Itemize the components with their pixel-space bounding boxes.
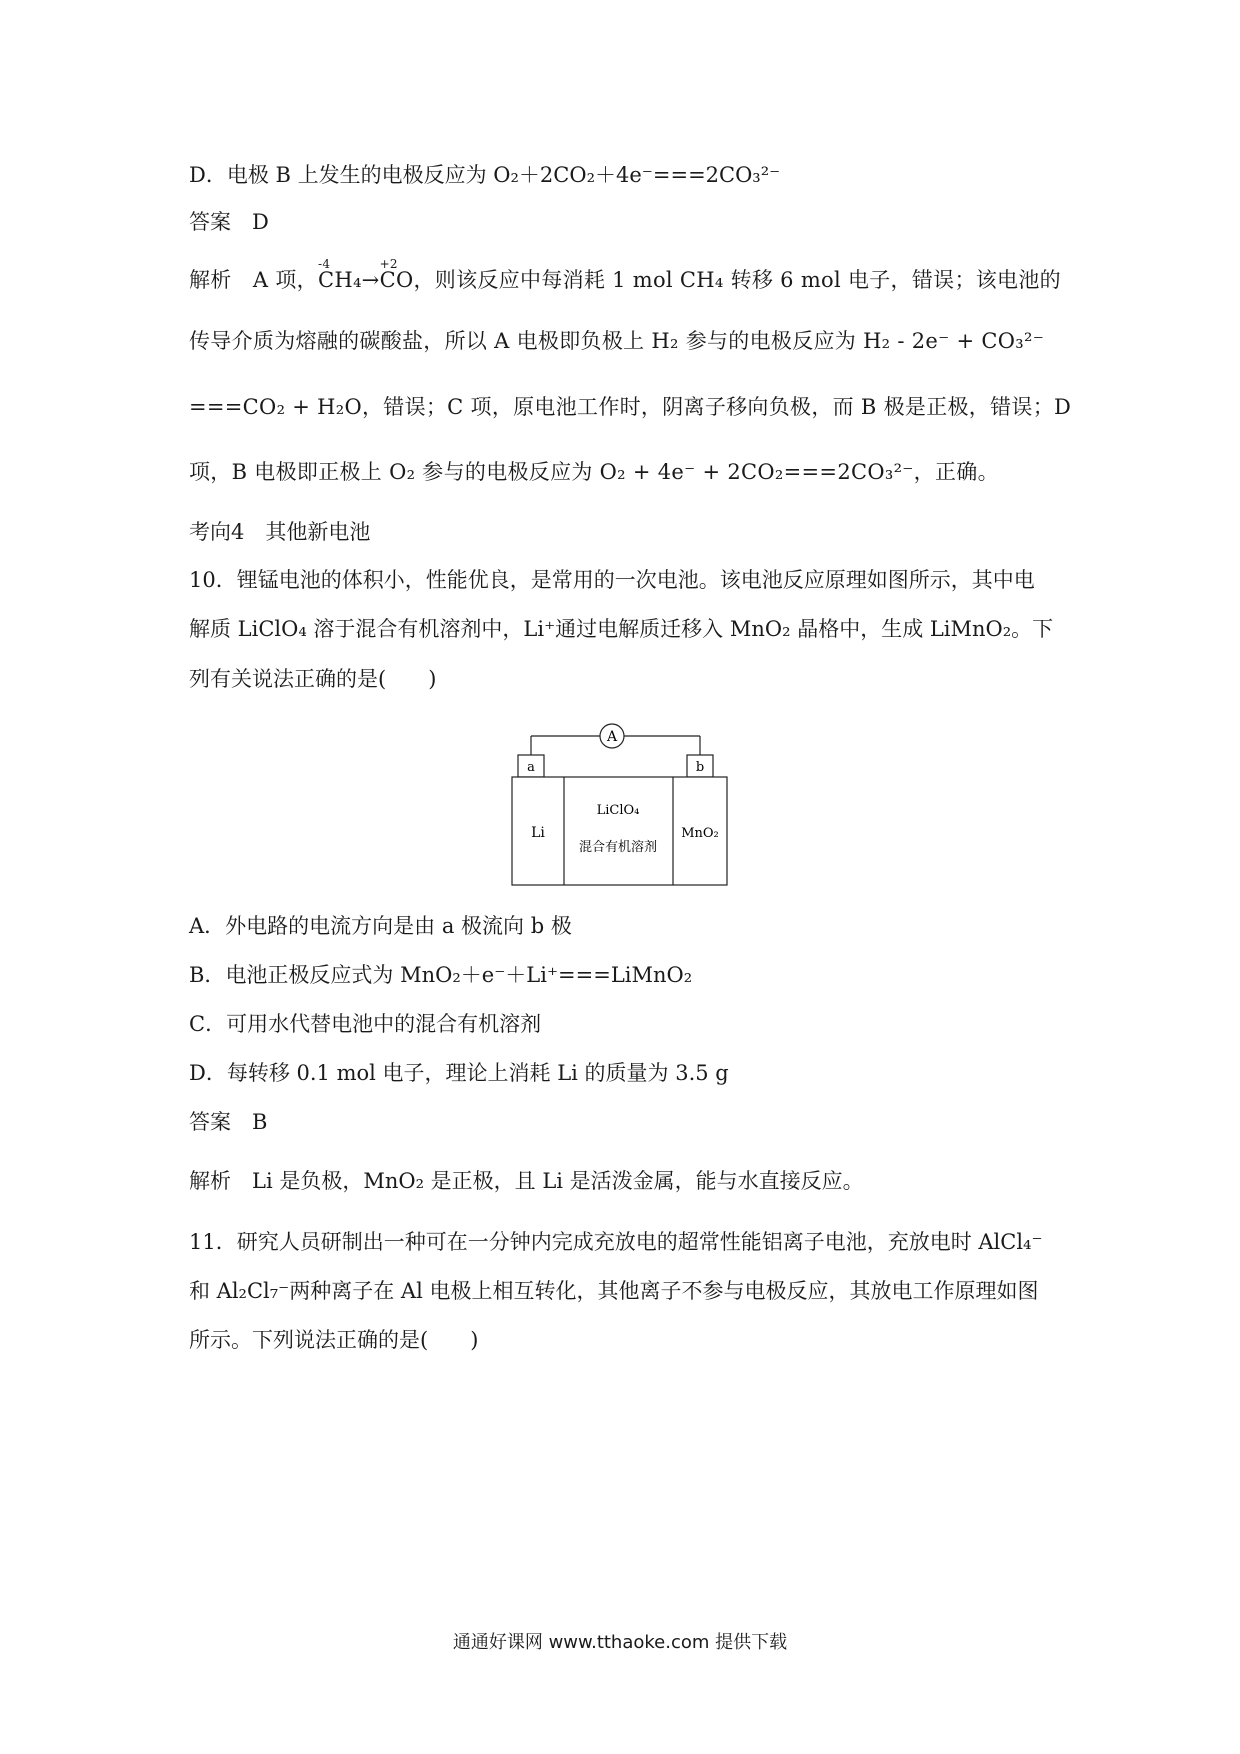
question-11-line-3: 所示。下列说法正确的是( ) xyxy=(189,1328,479,1352)
option-label: D． xyxy=(189,1061,227,1085)
anode-label: Li xyxy=(531,825,545,841)
option-c xyxy=(189,1009,1059,1039)
cathode-label: MnO₂ xyxy=(681,826,719,841)
option-label: D． xyxy=(189,163,227,187)
analysis-label: 解析 xyxy=(189,268,232,292)
option-text: 每转移 0.1 mol 电子，理论上消耗 Li 的质量为 3.5 g xyxy=(226,1061,729,1085)
analysis-text: Li 是负极，MnO₂ 是正极，且 Li 是活泼金属，能与水直接反应。 xyxy=(252,1169,864,1193)
answer-2 xyxy=(189,1107,1059,1137)
option-text: 外电路的电流方向是由 a 极流向 b 极 xyxy=(225,914,572,938)
option-text: 电池正极反应式为 MnO₂＋e⁻＋Li⁺===LiMnO₂ xyxy=(225,963,693,987)
question-10-line-2: 解质 LiClO₄ 溶于混合有机溶剂中，Li⁺通过电解质迁移入 MnO₂ 晶格中，生成 LiMnO₂。下 xyxy=(189,617,1054,641)
analysis-text: ，则该反应中每消耗 1 mol CH₄ 转移 6 mol 电子，错误；该电池的 xyxy=(413,268,1061,292)
option-label: A． xyxy=(189,914,226,938)
option-label: B． xyxy=(189,963,226,987)
option-b xyxy=(189,960,1059,990)
electrode-b-label: b xyxy=(695,760,705,775)
question-11-line-1: 11．研究人员研制出一种可在一分钟内完成充放电的超常性能铝离子电池，充放电时 AlCl₄⁻ xyxy=(189,1230,1043,1254)
oxidation-species-2 xyxy=(379,257,414,295)
question-10-line-1: 10．锂锰电池的体积小，性能优良，是常用的一次电池。该电池反应原理如图所示，其中电 xyxy=(189,568,1035,592)
option-label: C． xyxy=(189,1012,227,1036)
answer-1 xyxy=(189,207,1059,237)
option-d-prev xyxy=(189,160,1059,190)
analysis-2 xyxy=(189,1166,1059,1196)
question-10-line-3: 列有关说法正确的是( ) xyxy=(189,667,437,691)
option-text: 电极 B 上发生的电极反应为 O₂＋2CO₂＋4e⁻===2CO₃²⁻ xyxy=(226,163,781,187)
electrolyte-label: LiClO₄ xyxy=(596,803,640,818)
option-text: 可用水代替电池中的混合有机溶剂 xyxy=(226,1012,542,1036)
oxidation-species-1 xyxy=(317,257,362,295)
arrow: → xyxy=(361,268,380,292)
answer-value: B xyxy=(252,1110,268,1134)
oxidation-state: +2 xyxy=(379,257,398,271)
electrode-a-label: a xyxy=(527,760,535,775)
analysis-1-line-2: 传导介质为熔融的碳酸盐，所以 A 电极即负极上 H₂ 参与的电极反应为 H₂ - 2e⁻ + CO₃²⁻ xyxy=(189,329,1045,353)
analysis-1-line-1 xyxy=(189,257,1061,295)
answer-value: D xyxy=(252,210,269,234)
species: CO xyxy=(379,268,414,292)
ammeter-label: A xyxy=(606,729,618,745)
option-d xyxy=(189,1058,1059,1088)
battery-diagram xyxy=(508,720,733,890)
answer-label: 答案 xyxy=(189,210,231,234)
option-a xyxy=(189,911,1059,941)
question-11-line-2: 和 Al₂Cl₇⁻两种离子在 Al 电极上相互转化，其他离子不参与电极反应，其放电工作原理如图 xyxy=(189,1279,1039,1303)
page-footer: 通通好课网 www.tthaoke.com 提供下载 xyxy=(452,1632,788,1653)
analysis-text: A 项， xyxy=(252,268,318,292)
oxidation-state: -4 xyxy=(317,257,331,271)
species: CH₄ xyxy=(317,268,362,292)
analysis-1-line-3: ===CO₂ + H₂O，错误；C 项，原电池工作时，阴离子移向负极，而 B 极是正极，错误；D xyxy=(189,395,1072,419)
analysis-label: 解析 xyxy=(189,1169,231,1193)
answer-label: 答案 xyxy=(189,1110,231,1134)
analysis-1-line-4: 项，B 电极即正极上 O₂ 参与的电极反应为 O₂ + 4e⁻ + 2CO₂===2CO₃²⁻，正确。 xyxy=(189,460,999,484)
solvent-label: 混合有机溶剂 xyxy=(578,840,658,855)
section-heading: 考向4 其他新电池 xyxy=(189,520,371,544)
